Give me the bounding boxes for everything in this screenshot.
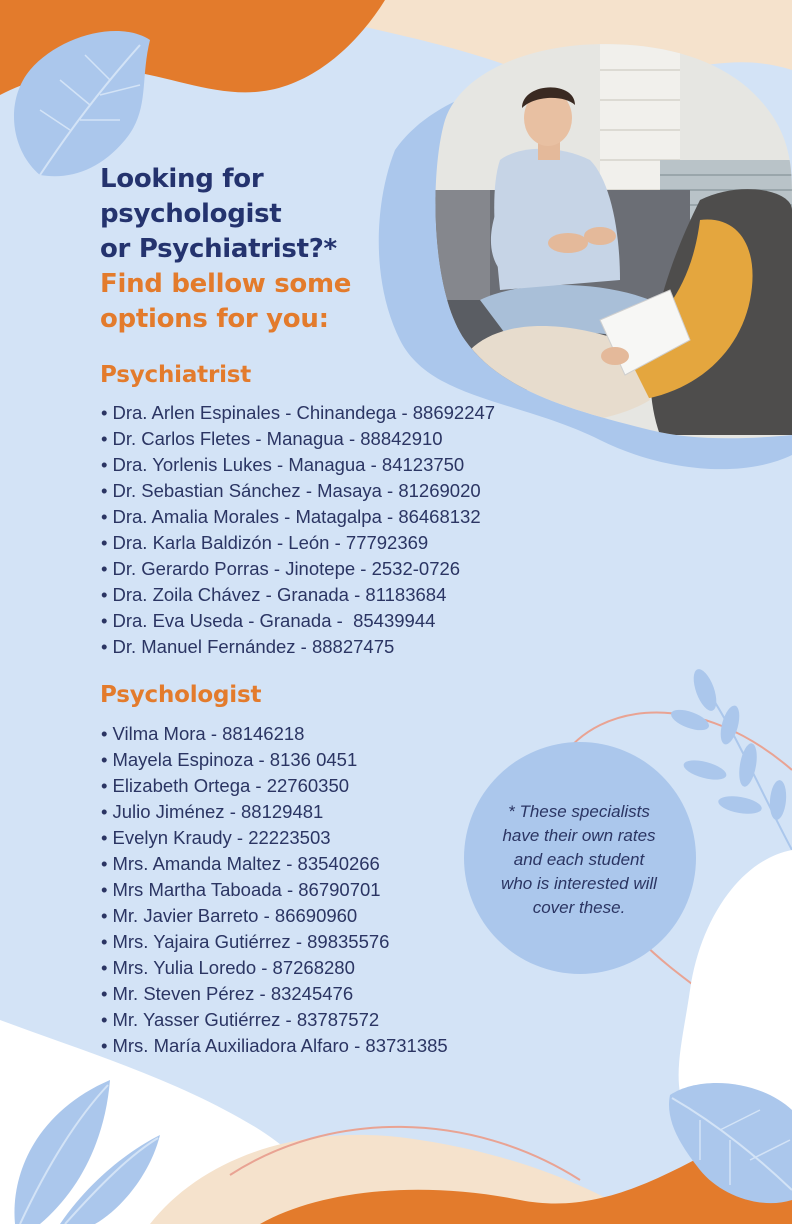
- page-heading: [100, 162, 351, 337]
- note-line: who is interested will: [501, 874, 657, 893]
- psychologist-section-title: Psychologist: [100, 682, 262, 708]
- heading-line: Find bellow some: [100, 269, 352, 299]
- list-item: • Dr. Manuel Fernández - 88827475: [101, 634, 495, 660]
- list-item: • Mr. Yasser Gutiérrez - 83787572: [101, 1007, 448, 1033]
- psychologist-list: [101, 721, 448, 1059]
- psychiatrist-list: [101, 400, 495, 660]
- list-item: • Evelyn Kraudy - 22223503: [101, 825, 448, 851]
- note-line: * These specialists: [508, 802, 650, 821]
- list-item: • Dr. Gerardo Porras - Jinotepe - 2532-0726: [101, 556, 495, 582]
- list-item: • Mayela Espinoza - 8136 0451: [101, 747, 448, 773]
- list-item: • Mrs. Yulia Loredo - 87268280: [101, 955, 448, 981]
- list-item: • Dra. Zoila Chávez - Granada - 81183684: [101, 582, 495, 608]
- note-line: cover these.: [532, 898, 626, 917]
- psychiatrist-section-title: Psychiatrist: [100, 362, 252, 388]
- list-item: • Dra. Arlen Espinales - Chinandega - 88692247: [101, 400, 495, 426]
- list-item: • Dr. Sebastian Sánchez - Masaya - 81269020: [101, 478, 495, 504]
- note-line: have their own rates: [502, 826, 656, 845]
- list-item: • Elizabeth Ortega - 22760350: [101, 773, 448, 799]
- list-item: • Mrs. Yajaira Gutiérrez - 89835576: [101, 929, 448, 955]
- note-line: and each student: [513, 850, 645, 869]
- heading-line: psychologist: [100, 199, 282, 229]
- list-item: • Mrs. Amanda Maltez - 83540266: [101, 851, 448, 877]
- rates-note: [467, 800, 691, 920]
- list-item: • Mr. Steven Pérez - 83245476: [101, 981, 448, 1007]
- list-item: • Dra. Amalia Morales - Matagalpa - 86468132: [101, 504, 495, 530]
- list-item: • Mrs. María Auxiliadora Alfaro - 83731385: [101, 1033, 448, 1059]
- heading-line: options for you:: [100, 304, 329, 334]
- list-item: • Dra. Yorlenis Lukes - Managua - 84123750: [101, 452, 495, 478]
- heading-line: or Psychiatrist?*: [100, 234, 337, 264]
- list-item: • Mr. Javier Barreto - 86690960: [101, 903, 448, 929]
- list-item: • Vilma Mora - 88146218: [101, 721, 448, 747]
- list-item: • Dra. Karla Baldizón - León - 77792369: [101, 530, 495, 556]
- heading-line: Looking for: [100, 164, 264, 194]
- list-item: • Julio Jiménez - 88129481: [101, 799, 448, 825]
- list-item: • Mrs Martha Taboada - 86790701: [101, 877, 448, 903]
- list-item: • Dr. Carlos Fletes - Managua - 88842910: [101, 426, 495, 452]
- list-item: • Dra. Eva Useda - Granada - 85439944: [101, 608, 495, 634]
